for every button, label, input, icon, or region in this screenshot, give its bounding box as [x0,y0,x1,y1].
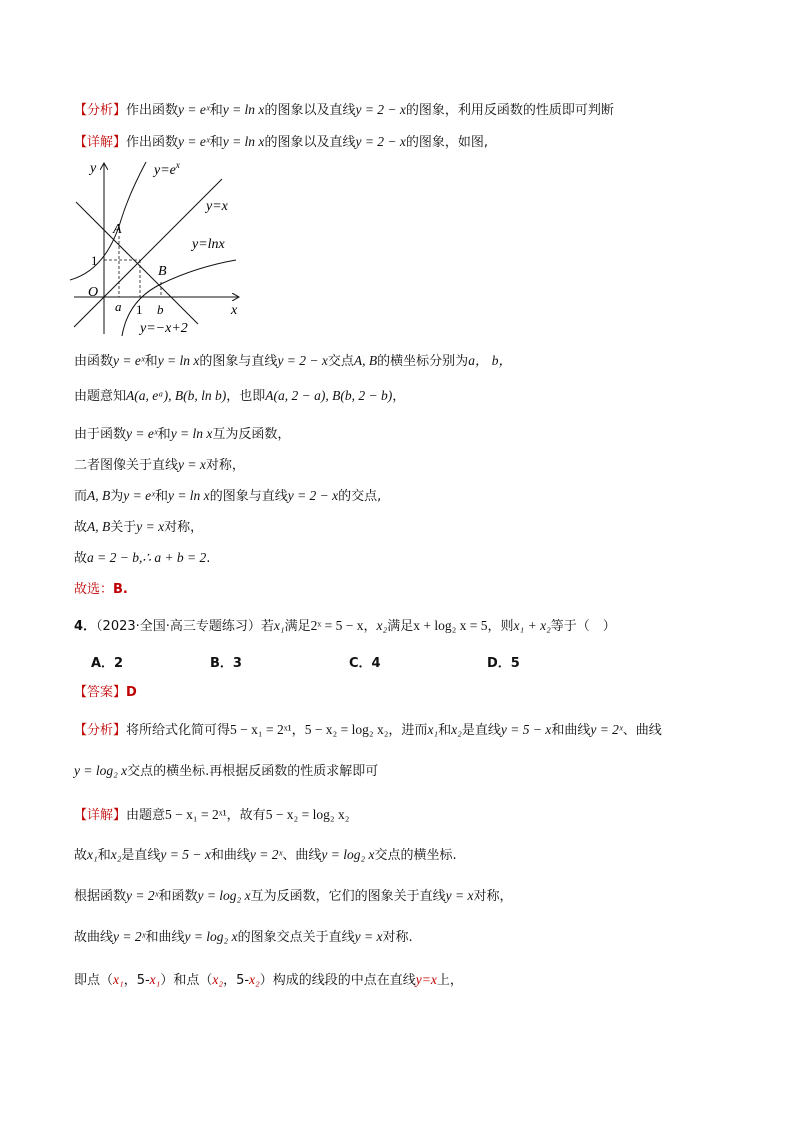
detail-q4-line-3: 根据函数y = 2ˣ和函数y = log₂ x互为反函数，它们的图象关于直线y = x对称， [74,888,513,904]
exp-label: $y=e^x$ [154,160,180,178]
choice-b[interactable]: B．3 [210,656,242,671]
answer-value: D [126,685,137,700]
solution-step-3: 由于函数y = eˣ和y = ln x互为反函数， [74,426,291,442]
point-b-label: B [158,264,167,279]
curve-exp [70,162,146,280]
yx-label: y=x [206,199,228,214]
analysis-q4-line-2: y = log₂ x交点的横坐标.再根据反函数的性质求解即可 [74,763,379,779]
solution-step-5: 而A, B为y = eˣ和y = ln x的图象与直线y = 2 − x的交点, [74,488,382,504]
detail-q4-line-2: 故x₁和x₂是直线y = 5 − x和曲线y = 2ˣ、曲线y = log₂ x交点的横坐标. [74,847,457,863]
solution-step-7: 故a = 2 − b,∴ a + b = 2. [74,550,211,566]
analysis-paragraph: 【分析】作出函数y = eˣ和y = ln x的图象以及直线y = 2 − x的图象，利用反函数的性质即可判断 [74,102,614,118]
choice-a[interactable]: A．2 [91,656,124,671]
detail-tag: 【详解】 [74,135,127,150]
solution-step-2: 由题意知A(a, eᵃ), B(b, ln b)，也即A(a, 2 − a), B(b, 2 − b)， [74,388,406,404]
analysis-q4-line-1: 【分析】将所给式化简可得5 − x₁ = 2ˣ¹，5 − x₂ = log₂ x₂，进而x₁和x₂是直线y = 5 − x和曲线y = 2ˣ、曲线 [74,722,662,738]
solution-step-4: 二者图像关于直线y = x对称， [74,457,245,473]
analysis-tag: 【分析】 [74,103,127,118]
tick-a: a [115,299,122,314]
tick-1-x: 1 [136,302,143,317]
point-a-label: A [113,222,122,237]
question-4: 4．（2023·全国·高三专题练习）若x₁满足2ˣ = 5 − x，x₂满足x + log₂ x = 5，则x₁ + x₂等于（ ） [74,618,616,634]
function-graph [66,152,246,337]
y-axis-label: y [90,161,97,176]
ln-label: y=lnx [192,237,225,252]
choice-c[interactable]: C．4 [349,656,381,671]
x-axis-label: x [231,303,238,318]
detail-paragraph: 【详解】作出函数y = eˣ和y = ln x的图象以及直线y = 2 − x的图象，如图, [74,134,489,150]
tick-b: b [157,302,164,317]
solution-step-6: 故A, B关于y = x对称， [74,519,204,535]
detail-q4-line-4: 故曲线y = 2ˣ和曲线y = log₂ x的图象交点关于直线y = x对称. [74,929,413,945]
answer-line: 【答案】D [74,685,137,700]
detail-q4-line-5: 即点（x₁，5-x₁）和点（x₂，5-x₂）构成的线段的中点在直线y=x上， [74,972,463,988]
tick-1-y: 1 [91,253,98,268]
detail-q4-line-1: 【详解】由题意5 − x₁ = 2ˣ¹，故有5 − x₂ = log₂ x₂ [74,807,350,823]
origin-label: O [88,285,99,300]
choice-d[interactable]: D．5 [487,656,520,671]
neg-line-label: y=−x+2 [140,321,188,336]
solution-step-1: 由函数y = eˣ和y = ln x的图象与直线y = 2 − x交点A, B的横坐标分别为a， b， [74,353,513,369]
choice-conclusion: 故选：B. [74,582,128,597]
